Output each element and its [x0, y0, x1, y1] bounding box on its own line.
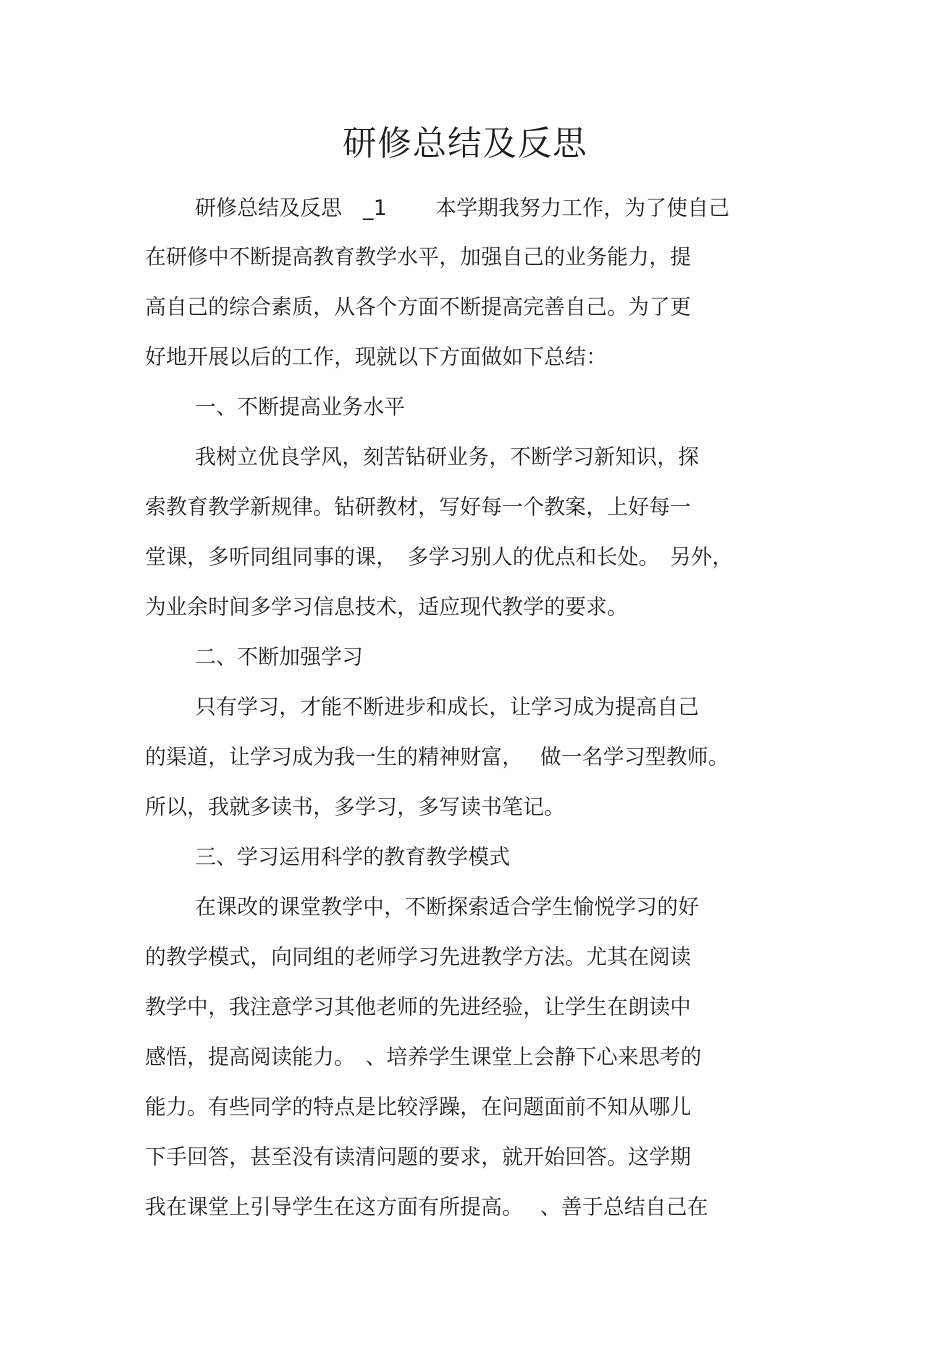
- paragraph-line-11: 所以，我就多读书，多学习，多写读书笔记。: [145, 795, 565, 819]
- paragraph-line-18: 我在课堂上引导学生在这方面有所提高。 、善于总结自己在: [145, 1195, 709, 1219]
- paragraph-line-17: 下手回答，甚至没有读清问题的要求，就开始回答。这学期: [145, 1145, 691, 1169]
- document-title: 研修总结及反思: [342, 124, 588, 164]
- paragraph-line-6: 索教育教学新规律。钻研教材，写好每一个教案，上好每一: [145, 495, 691, 519]
- paragraph-line-5: 我树立优良学风，刻苦钻研业务，不断学习新知识，探: [195, 445, 699, 469]
- section-heading-3: 三、学习运用科学的教育教学模式: [195, 845, 510, 869]
- paragraph-line-14: 教学中，我注意学习其他老师的先进经验，让学生在朗读中: [145, 995, 691, 1019]
- paragraph-line-13: 的教学模式，向同组的老师学习先进教学方法。尤其在阅读: [145, 945, 691, 969]
- paragraph-line-1: 研修总结及反思 _1 本学期我努力工作，为了使自己: [195, 196, 730, 220]
- paragraph-line-12: 在课改的课堂教学中，不断探索适合学生愉悦学习的好: [195, 895, 699, 919]
- paragraph-line-10: 的渠道，让学习成为我一生的精神财富， 做一名学习型教师。: [145, 745, 730, 769]
- section-heading-1: 一、不断提高业务水平: [195, 395, 405, 419]
- paragraph-line-3: 高自己的综合素质，从各个方面不断提高完善自己。为了更: [145, 295, 691, 319]
- paragraph-line-9: 只有学习，才能不断进步和成长，让学习成为提高自己: [195, 695, 699, 719]
- paragraph-line-16: 能力。有些同学的特点是比较浮躁，在问题面前不知从哪儿: [145, 1095, 691, 1119]
- paragraph-line-2: 在研修中不断提高教育教学水平，加强自己的业务能力，提: [145, 245, 691, 269]
- section-heading-2: 二、不断加强学习: [195, 645, 363, 669]
- paragraph-line-7: 堂课，多听同组同事的课， 多学习别人的优点和长处。 另外，: [145, 545, 733, 569]
- paragraph-line-15: 感悟，提高阅读能力。 、培养学生课堂上会静下心来思考的: [145, 1045, 702, 1069]
- paragraph-line-4: 好地开展以后的工作，现就以下方面做如下总结：: [145, 345, 607, 369]
- paragraph-line-8: 为业余时间多学习信息技术，适应现代教学的要求。: [145, 595, 628, 619]
